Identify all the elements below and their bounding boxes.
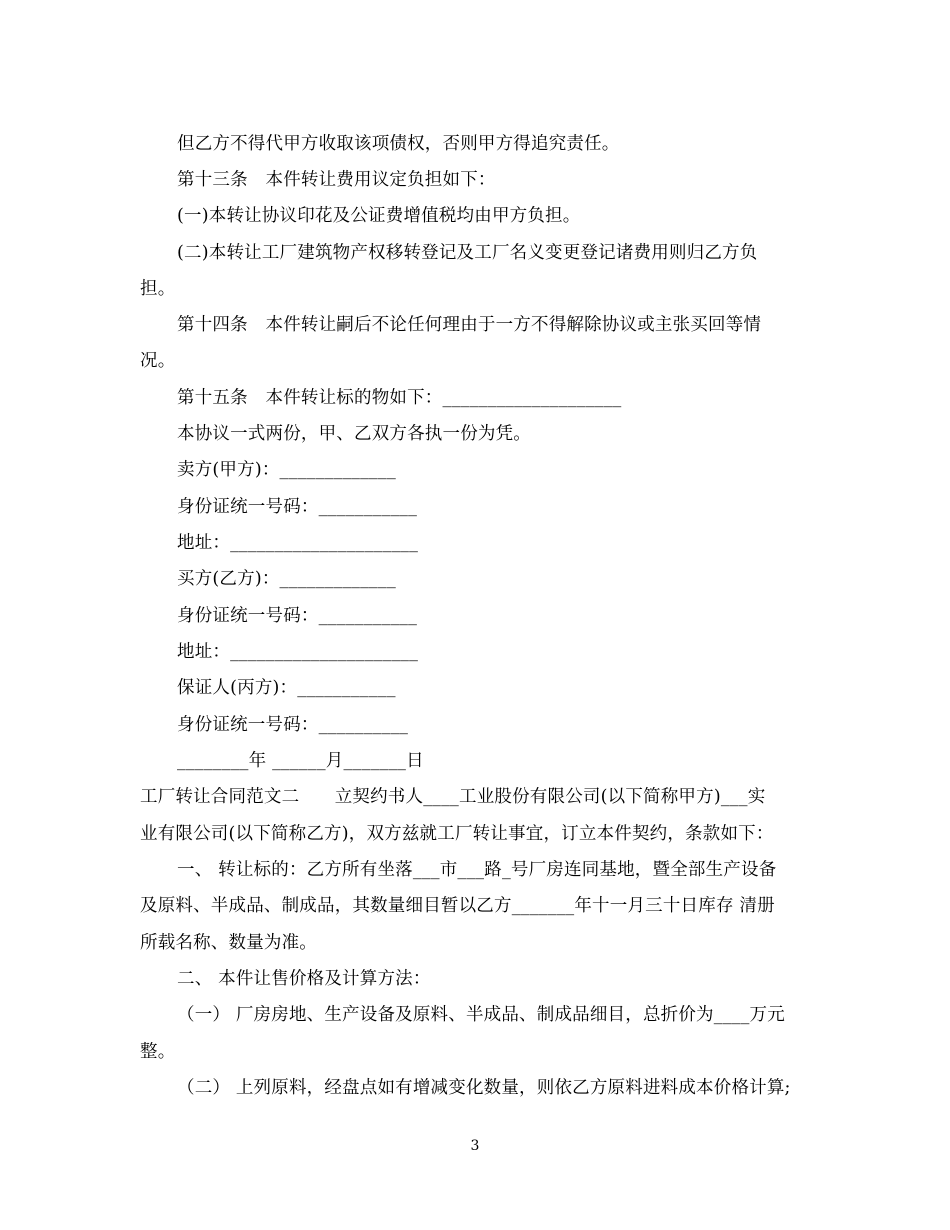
date-field: ________年 ______月_______日	[177, 751, 424, 771]
text-line: (二)本转让工厂建筑物产权移转登记及工厂名义变更登记诸费用则归乙方负	[177, 243, 758, 263]
clause-13-heading: 第十三条 本件转让费用议定负担如下：	[177, 170, 496, 190]
text-line: （二） 上列原料，经盘点如有增减变化数量，则依乙方原料进料成本价格计算;	[177, 1078, 791, 1098]
text-line: 及原料、半成品、制成品，其数量细目暂以乙方_______年十一月三十日库存 清册	[140, 896, 775, 916]
buyer-id-field: 身份证统一号码：___________	[177, 606, 418, 626]
buyer-field: 买方(乙方)：_____________	[177, 569, 396, 589]
text-line: 业有限公司(以下简称乙方)，双方兹就工厂转让事宜，订立本件契约，条款如下：	[140, 824, 774, 844]
buyer-address-field: 地址：_____________________	[177, 642, 419, 662]
text-line: 担。	[140, 279, 176, 299]
clause-2-heading: 二、 本件让售价格及计算方法：	[177, 969, 431, 989]
seller-address-field: 地址：_____________________	[177, 533, 419, 553]
text-line: 本协议一式两份，甲、乙双方各执一份为凭。	[177, 424, 531, 444]
page-number: 3	[470, 1138, 480, 1154]
section-title: 工厂转让合同范文二 立契约书人____工业股份有限公司(以下简称甲方)___实	[140, 787, 766, 807]
clause-1-heading: 一、 转让标的：乙方所有坐落___市___路_号厂房连同基地，暨全部生产设备	[177, 860, 777, 880]
text-line: 整。	[140, 1042, 176, 1062]
clause-14-heading: 第十四条 本件转让嗣后不论任何理由于一方不得解除协议或主张买回等情	[177, 315, 762, 335]
text-line: 况。	[140, 351, 176, 371]
guarantor-id-field: 身份证统一号码：__________	[177, 715, 409, 735]
guarantor-field: 保证人(丙方)：___________	[177, 678, 396, 698]
text-line: 所载名称、数量为准。	[140, 933, 317, 953]
text-line: (一)本转让协议印花及公证费增值税均由甲方负担。	[177, 206, 581, 226]
text-line: 但乙方不得代甲方收取该项债权，否则甲方得追究责任。	[177, 134, 620, 154]
seller-id-field: 身份证统一号码：___________	[177, 497, 418, 517]
text-line: （一） 厂房房地、生产设备及原料、半成品、制成品细目，总折价为____万元	[177, 1005, 785, 1025]
clause-15-heading: 第十五条 本件转让标的物如下：____________________	[177, 388, 622, 408]
seller-field: 卖方(甲方)：_____________	[177, 460, 396, 480]
